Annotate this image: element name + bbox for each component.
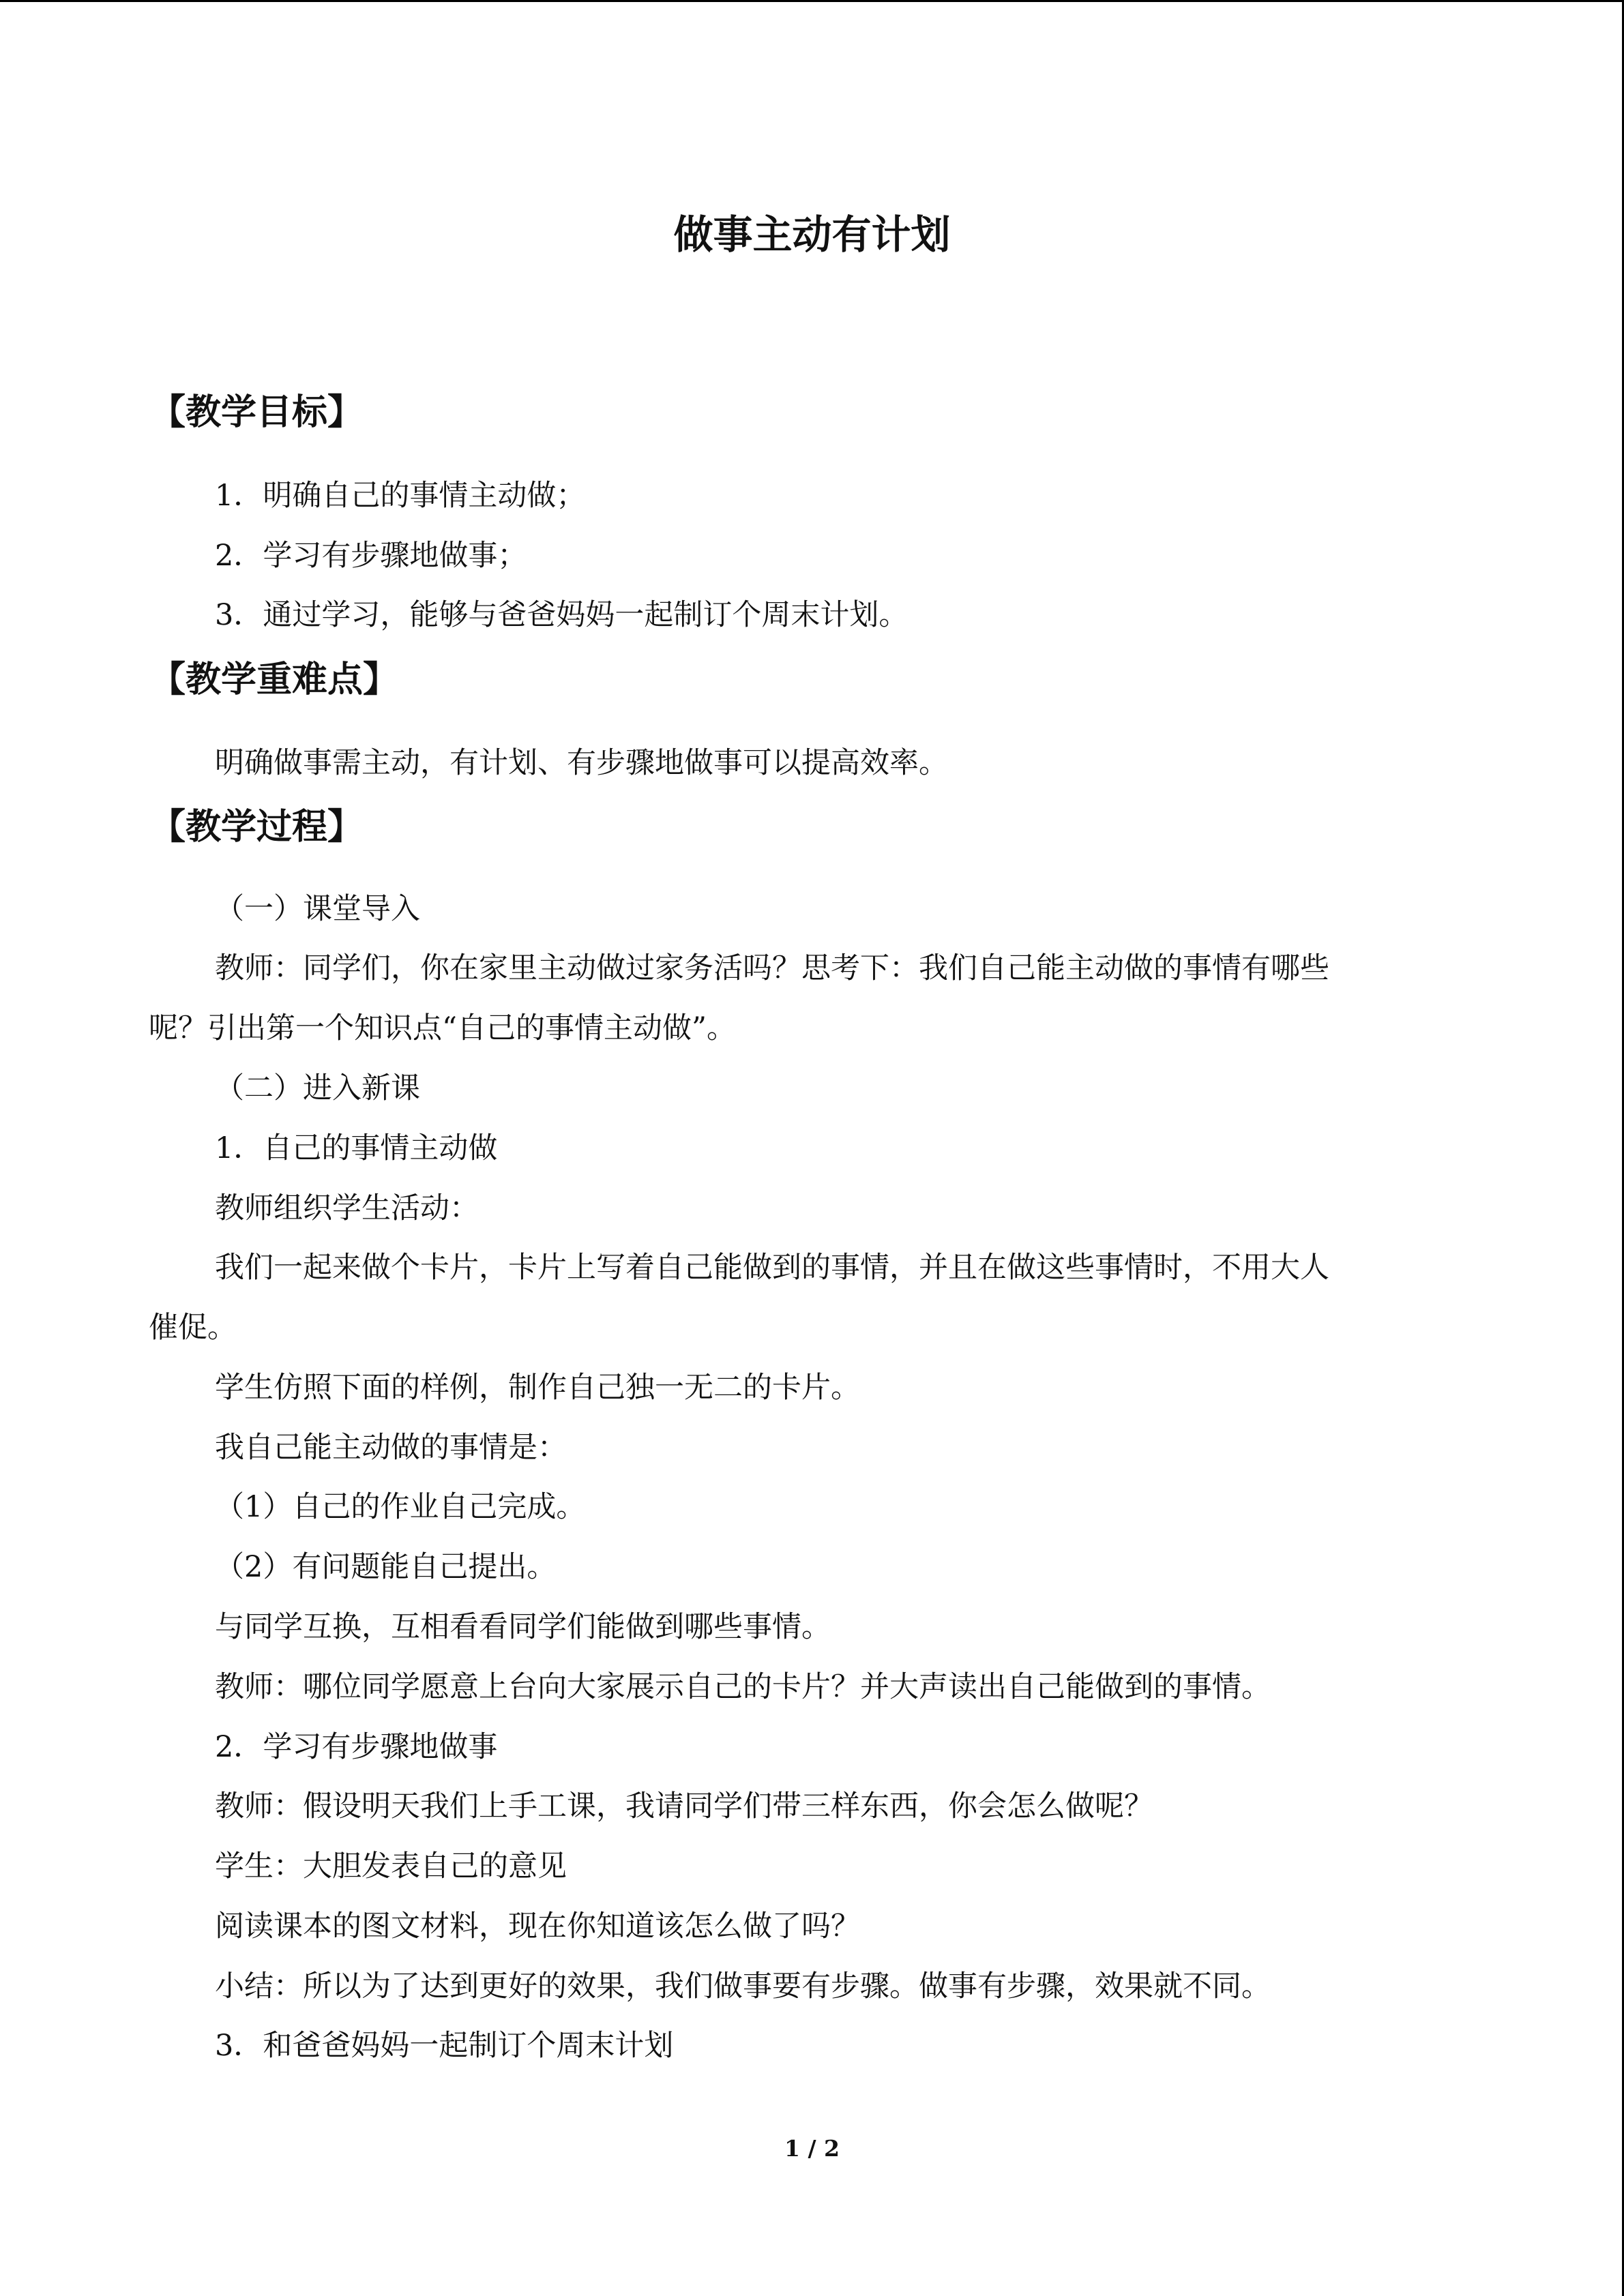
heading-key-points: 【教学重难点】 [150, 659, 399, 700]
process-line: 2．学习有步骤地做事 [215, 1730, 498, 1764]
heading-objectives: 【教学目标】 [150, 392, 364, 433]
page-number: 1 / 2 [784, 2135, 840, 2162]
process-line: 阅读课本的图文材料，现在你知道该怎么做了吗？ [215, 1909, 860, 1943]
process-line: 教师组织学生活动： [215, 1191, 479, 1225]
process-line: 1．自己的事情主动做 [215, 1131, 498, 1165]
process-line: 与同学互换，互相看看同学们能做到哪些事情。 [215, 1610, 831, 1644]
process-line: 学生仿照下面的样例，制作自己独一无二的卡片。 [215, 1371, 860, 1405]
process-line: 3．和爸爸妈妈一起制订个周末计划 [215, 2029, 674, 2063]
process-line: （2）有问题能自己提出。 [215, 1550, 557, 1584]
process-line: （二）进入新课 [215, 1071, 420, 1105]
process-line: 我们一起来做个卡片，卡片上写着自己能做到的事情，并且在做这些事情时，不用大人 [215, 1251, 1329, 1285]
document-title: 做事主动有计划 [673, 211, 951, 258]
process-line: 呢？引出第一个知识点“自己的事情主动做”。 [149, 1011, 736, 1045]
process-line: （一）课堂导入 [215, 892, 420, 926]
objective-item-3: 3．通过学习，能够与爸爸妈妈一起制订个周末计划。 [215, 598, 909, 632]
process-line: 教师：假设明天我们上手工课，我请同学们带三样东西，你会怎么做呢？ [215, 1789, 1153, 1823]
objective-item-1: 1．明确自己的事情主动做； [215, 479, 586, 513]
process-line: 我自己能主动做的事情是： [215, 1431, 567, 1465]
process-line: 学生：大胆发表自己的意见 [215, 1849, 567, 1883]
process-line: （1）自己的作业自己完成。 [215, 1490, 586, 1524]
page-border-top [0, 0, 1624, 2]
process-line: 教师：哪位同学愿意上台向大家展示自己的卡片？并大声读出自己能做到的事情。 [215, 1670, 1271, 1704]
process-line: 催促。 [149, 1311, 237, 1345]
objective-item-2: 2．学习有步骤地做事； [215, 539, 527, 573]
process-line: 小结：所以为了达到更好的效果，我们做事要有步骤。做事有步骤，效果就不同。 [215, 1969, 1271, 2003]
heading-process: 【教学过程】 [150, 807, 364, 848]
key-points-text: 明确做事需主动，有计划、有步骤地做事可以提高效率。 [215, 746, 948, 780]
process-line: 教师：同学们，你在家里主动做过家务活吗？思考下：我们自己能主动做的事情有哪些 [215, 951, 1329, 985]
